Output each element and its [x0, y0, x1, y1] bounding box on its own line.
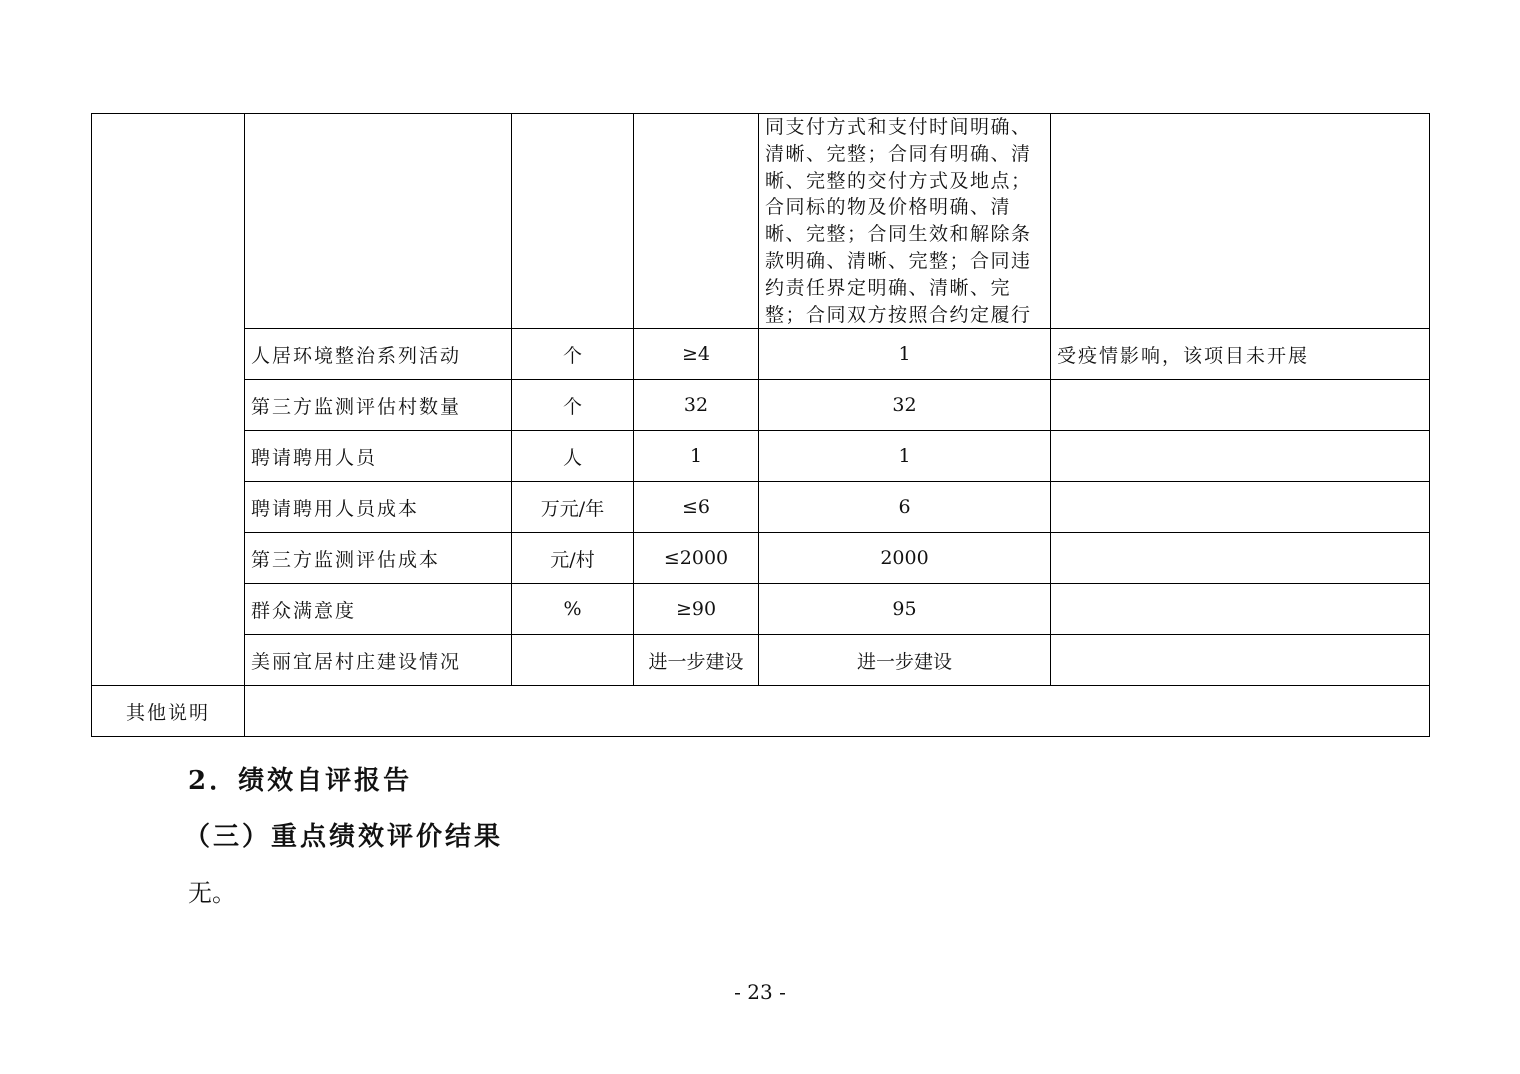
note-cell — [1051, 114, 1430, 329]
unit-cell: % — [512, 584, 634, 635]
report-heading: 2．绩效自评报告 — [188, 766, 413, 796]
target-cell: 进一步建设 — [634, 635, 759, 686]
indicator-cell: 第三方监测评估成本 — [245, 533, 512, 584]
note-cell — [1051, 635, 1430, 686]
category-cell — [92, 114, 245, 686]
unit-cell: 个 — [512, 329, 634, 380]
standard-line: 约责任界定明确、清晰、完 — [765, 276, 1012, 299]
target-cell: ≥4 — [634, 329, 759, 380]
indicator-cell: 美丽宜居村庄建设情况 — [245, 635, 512, 686]
note-cell — [1051, 584, 1430, 635]
table-row — [92, 533, 1430, 584]
table-row-other — [92, 686, 1430, 737]
unit-cell — [512, 114, 634, 329]
unit-cell: 人 — [512, 431, 634, 482]
standard-line: 款明确、清晰、完整；合同违 — [765, 249, 1032, 272]
indicator-cell: 人居环境整治系列活动 — [245, 329, 512, 380]
performance-table — [91, 113, 1430, 737]
standard-line: 晰、完整；合同生效和解除条 — [765, 223, 1032, 246]
standard-line: 晰、完整的交付方式及地点； — [765, 169, 1032, 192]
table-row — [92, 635, 1430, 686]
indicator-cell: 聘请聘用人员 — [245, 431, 512, 482]
target-cell: 1 — [634, 431, 759, 482]
table-row — [92, 380, 1430, 431]
table-row — [92, 584, 1430, 635]
standard-line: 整；合同双方按照合约定履行 — [765, 303, 1032, 326]
note-cell — [1051, 533, 1430, 584]
result-text: 无。 — [188, 879, 236, 907]
unit-cell — [512, 635, 634, 686]
table-row — [92, 482, 1430, 533]
actual-cell: 95 — [759, 584, 1051, 635]
actual-cell: 32 — [759, 380, 1051, 431]
unit-cell: 个 — [512, 380, 634, 431]
actual-cell: 1 — [759, 329, 1051, 380]
actual-cell: 2000 — [759, 533, 1051, 584]
note-cell: 受疫情影响，该项目未开展 — [1051, 329, 1430, 380]
other-notes-label: 其他说明 — [92, 686, 245, 737]
unit-cell: 万元/年 — [512, 482, 634, 533]
note-cell — [1051, 482, 1430, 533]
standard-cell — [759, 114, 1051, 329]
note-cell — [1051, 380, 1430, 431]
actual-cell: 1 — [759, 431, 1051, 482]
table-row — [92, 431, 1430, 482]
unit-cell: 元/村 — [512, 533, 634, 584]
result-heading: （三）重点绩效评价结果 — [184, 822, 504, 852]
actual-cell: 进一步建设 — [759, 635, 1051, 686]
table-row-contract-standard — [92, 114, 1430, 329]
actual-cell: 6 — [759, 482, 1051, 533]
note-cell — [1051, 431, 1430, 482]
page-number: - 23 - — [734, 980, 786, 1004]
target-cell — [634, 114, 759, 329]
indicator-cell: 第三方监测评估村数量 — [245, 380, 512, 431]
standard-line: 合同标的物及价格明确、清 — [765, 196, 1012, 219]
target-cell: ≤2000 — [634, 533, 759, 584]
target-cell: 32 — [634, 380, 759, 431]
target-cell: ≤6 — [634, 482, 759, 533]
indicator-cell: 群众满意度 — [245, 584, 512, 635]
indicator-cell: 聘请聘用人员成本 — [245, 482, 512, 533]
standard-line: 清晰、完整；合同有明确、清 — [765, 142, 1032, 165]
other-notes-value — [245, 686, 1430, 737]
standard-line: 同支付方式和支付时间明确、 — [765, 116, 1032, 138]
target-cell: ≥90 — [634, 584, 759, 635]
indicator-cell — [245, 114, 512, 329]
table-row — [92, 329, 1430, 380]
